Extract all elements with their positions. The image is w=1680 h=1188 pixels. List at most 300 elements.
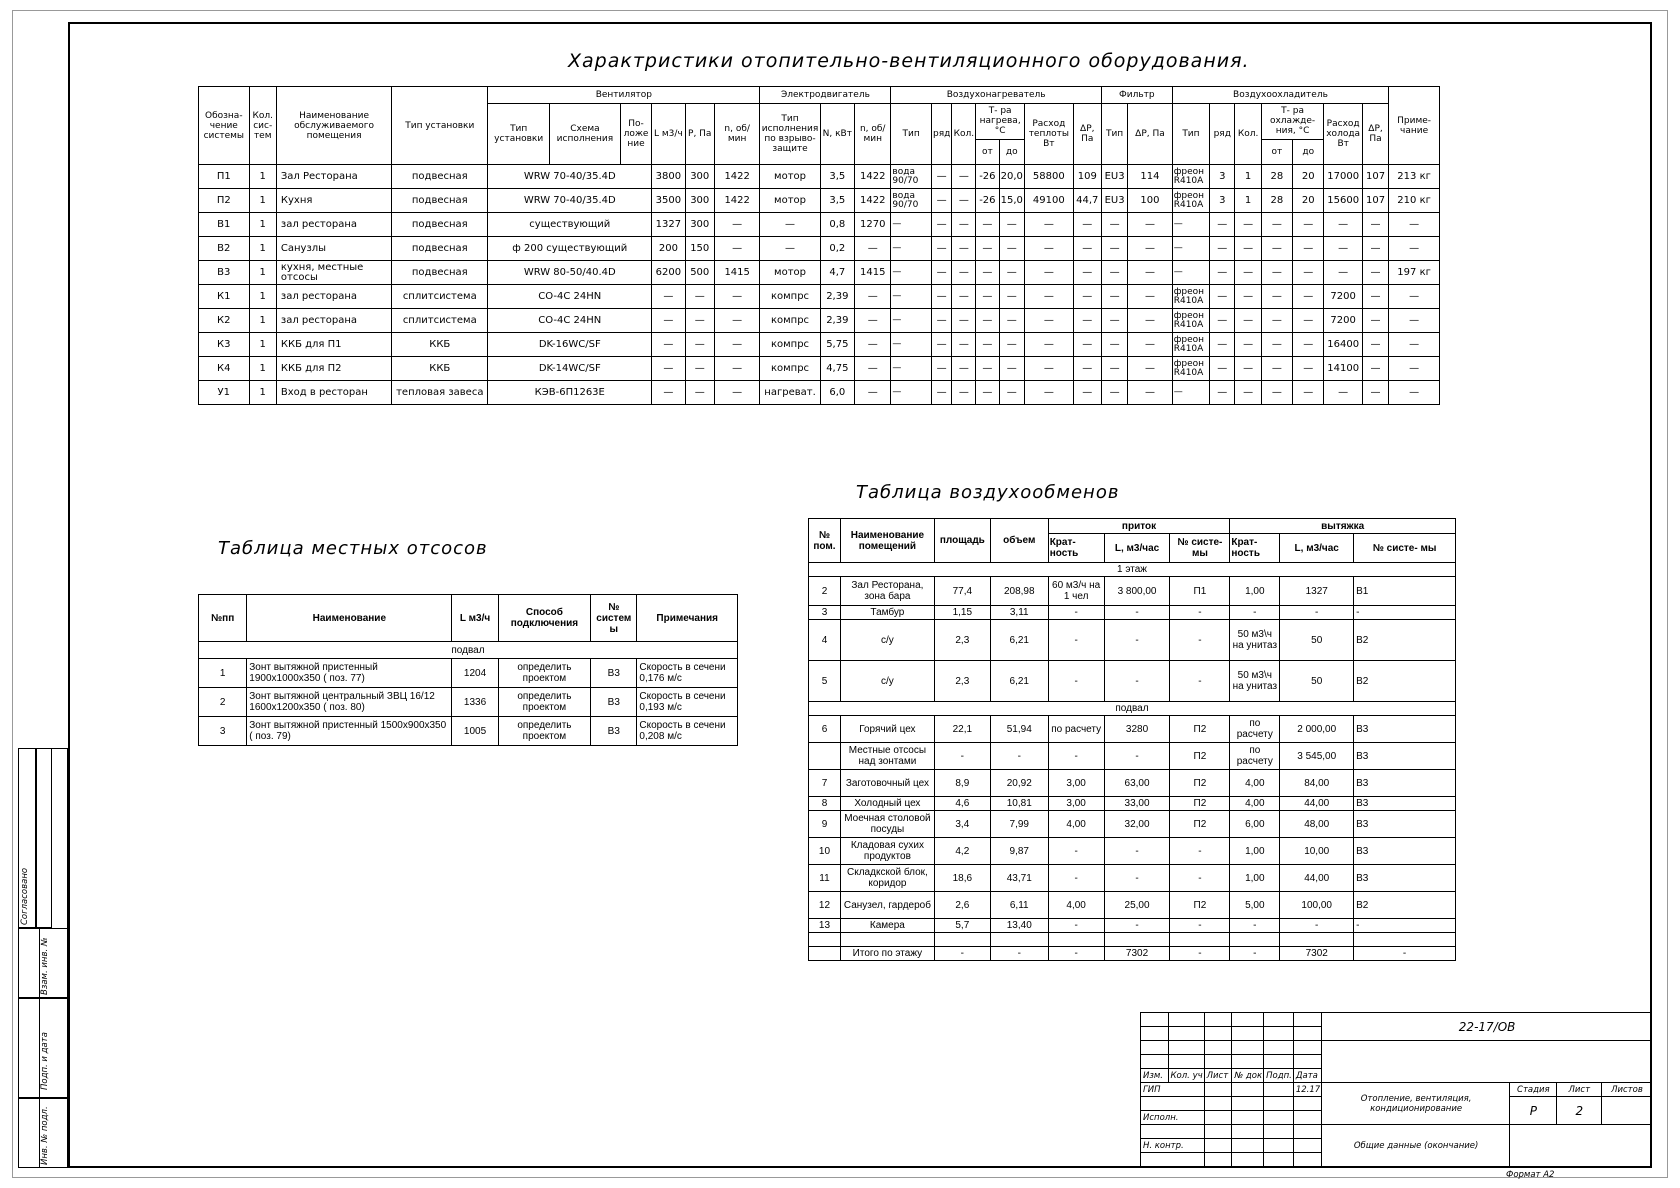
equipment-cell: — — [931, 309, 952, 333]
equipment-cell: 7200 — [1324, 309, 1362, 333]
equipment-cell: — — [1293, 237, 1324, 261]
equipment-cell: — — [891, 381, 931, 405]
equipment-cell: — — [952, 165, 976, 189]
equipment-cell: — — [891, 213, 931, 237]
airx-cell: 11 — [809, 865, 841, 892]
equipment-cell: сплитсистема — [392, 285, 488, 309]
equipment-cell: В3 — [199, 261, 250, 285]
equipment-cell: — — [652, 357, 685, 381]
equipment-cell: 4,7 — [820, 261, 854, 285]
airx-cell: - — [1354, 606, 1456, 620]
airx-row — [809, 811, 1456, 838]
equipment-cell: фреон R410A — [1172, 189, 1209, 213]
airx-cell: Камера — [840, 919, 934, 933]
equipment-cell: — — [1101, 309, 1127, 333]
equipment-cell: 300 — [685, 165, 714, 189]
ax-h-vol: объем — [990, 519, 1048, 563]
exhaust-cell: Зонт вытяжной пристенный 1900х1000х350 ( поз. 77) — [247, 659, 452, 688]
airx-cell: 4,00 — [1048, 892, 1104, 919]
h-c-row: ряд — [1210, 104, 1235, 165]
equipment-cell: — — [1210, 333, 1235, 357]
equipment-cell: — — [714, 357, 760, 381]
h-group-heater: Воздухонагреватель — [891, 87, 1102, 104]
equipment-cell: 200 — [652, 237, 685, 261]
ax-h-exh-l: L, м3/час — [1280, 534, 1354, 563]
equipment-cell: К2 — [199, 309, 250, 333]
airx-cell: В3 — [1354, 811, 1456, 838]
equipment-cell: — — [1025, 333, 1074, 357]
h-group-cooler: Воздухоохладитель — [1172, 87, 1388, 104]
airx-cell: 84,00 — [1280, 770, 1354, 797]
airx-cell: 4,00 — [1048, 811, 1104, 838]
airx-cell: 5,00 — [1230, 892, 1280, 919]
equipment-cell: вода 90/70 — [891, 165, 931, 189]
ax-h-sup-l: L, м3/час — [1104, 534, 1170, 563]
equipment-cell: — — [1172, 213, 1209, 237]
equipment-cell: — — [976, 285, 999, 309]
airx-cell: Местные отсосы над зонтами — [840, 743, 934, 770]
equipment-cell: В2 — [199, 237, 250, 261]
equipment-cell: CO-4C 24HN — [488, 285, 652, 309]
airx-row — [809, 661, 1456, 702]
airx-cell: - — [1104, 865, 1170, 892]
equipment-cell: 107 — [1362, 189, 1388, 213]
airx-cell: 3 545,00 — [1280, 743, 1354, 770]
equipment-cell: — — [1261, 213, 1292, 237]
equipment-cell: — — [931, 237, 952, 261]
equipment-cell: — — [1128, 357, 1173, 381]
equipment-cell: 1 — [249, 189, 276, 213]
h-group-motor: Электродвигатель — [760, 87, 891, 104]
equipment-cell: — — [999, 237, 1025, 261]
equipment-cell: ККБ — [392, 333, 488, 357]
h-c-temp: Т- ра охлажде- ния, °С — [1261, 104, 1324, 140]
equipment-cell: кухня, местные отсосы — [276, 261, 391, 285]
equipment-cell: 14100 — [1324, 357, 1362, 381]
airx-cell: 5,7 — [934, 919, 990, 933]
airx-total-cell: - — [934, 947, 990, 961]
equipment-cell: подвесная — [392, 165, 488, 189]
h-m-type: Тип исполнения по взрыво- защите — [760, 104, 820, 165]
airx-cell: 9,87 — [990, 838, 1048, 865]
equipment-cell: — — [1128, 333, 1173, 357]
equipment-cell: — — [931, 333, 952, 357]
airx-cell: 7 — [809, 770, 841, 797]
exhaust-cell: 1005 — [452, 717, 498, 746]
airx-total-cell: - — [990, 947, 1048, 961]
equipment-cell: — — [1261, 285, 1292, 309]
equipment-cell: — — [999, 381, 1025, 405]
equipment-cell: 6200 — [652, 261, 685, 285]
airx-total-cell: - — [1354, 947, 1456, 961]
agreed-label: Согласовано — [20, 867, 30, 925]
equipment-cell: — — [999, 285, 1025, 309]
equipment-cell: — — [891, 285, 931, 309]
equipment-cell: 6,0 — [820, 381, 854, 405]
equipment-cell: — — [714, 285, 760, 309]
equipment-cell: — — [685, 333, 714, 357]
equipment-cell: 17000 — [1324, 165, 1362, 189]
ax-h-sup-sys: № систе- мы — [1170, 534, 1230, 563]
h-c-from: от — [1261, 139, 1292, 164]
equipment-row — [199, 333, 1440, 357]
h-h-dp: ΔP, Па — [1073, 104, 1101, 165]
equipment-cell: Кухня — [276, 189, 391, 213]
equipment-cell: — — [952, 333, 976, 357]
airx-cell: - — [1048, 865, 1104, 892]
airx-cell: 50 — [1280, 661, 1354, 702]
airx-cell: В1 — [1354, 577, 1456, 606]
equipment-cell: зал ресторана — [276, 213, 391, 237]
airx-cell: 77,4 — [934, 577, 990, 606]
sheets-value — [1601, 1097, 1651, 1125]
airx-cell: Холодный цех — [840, 797, 934, 811]
equipment-cell: 500 — [685, 261, 714, 285]
equipment-cell: — — [976, 333, 999, 357]
equipment-cell: — — [1362, 309, 1388, 333]
equipment-row — [199, 381, 1440, 405]
equipment-cell: 20 — [1293, 189, 1324, 213]
equipment-row — [199, 357, 1440, 381]
airx-cell: - — [1354, 919, 1456, 933]
equipment-cell: 7200 — [1324, 285, 1362, 309]
exhaust-cell: В3 — [591, 717, 637, 746]
airx-cell: 3,00 — [1048, 797, 1104, 811]
airx-row — [809, 716, 1456, 743]
airx-cell: 3280 — [1104, 716, 1170, 743]
airx-cell: - — [1048, 919, 1104, 933]
equipment-cell: — — [1128, 381, 1173, 405]
sheet-no-value: 2 — [1556, 1097, 1601, 1125]
equipment-cell: — — [1324, 261, 1362, 285]
equipment-cell: — — [1293, 213, 1324, 237]
equipment-cell: У1 — [199, 381, 250, 405]
airx-cell: - — [1170, 919, 1230, 933]
equipment-cell: — — [1101, 213, 1127, 237]
equipment-cell: — — [1073, 285, 1101, 309]
equipment-cell: — — [931, 189, 952, 213]
ax-h-area: площадь — [934, 519, 990, 563]
equipment-cell: 58800 — [1025, 165, 1074, 189]
airx-cell: 10,81 — [990, 797, 1048, 811]
equipment-cell: — — [685, 381, 714, 405]
equipment-cell: 1327 — [652, 213, 685, 237]
equipment-cell: — — [1172, 381, 1209, 405]
equipment-rows — [199, 165, 1440, 405]
h-group-filter: Фильтр — [1101, 87, 1172, 104]
airx-cell: П2 — [1170, 797, 1230, 811]
equipment-cell: — — [1235, 285, 1261, 309]
airx-cell: 1,00 — [1230, 865, 1280, 892]
equipment-cell: — — [999, 309, 1025, 333]
ex-h-note: Примечания — [637, 595, 738, 642]
exhaust-cell: В3 — [591, 659, 637, 688]
exhaust-floor — [199, 642, 738, 659]
equipment-cell: — — [1362, 333, 1388, 357]
airx-cell: 10 — [809, 838, 841, 865]
airx-cell: по расчету — [1230, 743, 1280, 770]
stamp-role-isp: Исполн. — [1141, 1111, 1205, 1125]
airx-floor1 — [809, 563, 1456, 577]
equipment-cell: — — [1210, 357, 1235, 381]
airx-cell: 48,00 — [1280, 811, 1354, 838]
airx-cell: 8,9 — [934, 770, 990, 797]
h-c-type: Тип — [1172, 104, 1209, 165]
airx-cell: 4,2 — [934, 838, 990, 865]
h-h-from: от — [976, 139, 999, 164]
equipment-title: Характристики отопительно-вентиляционного оборудования. — [568, 50, 1250, 72]
airx-cell: - — [1048, 661, 1104, 702]
equipment-cell: К4 — [199, 357, 250, 381]
equipment-cell: Зал Ресторана — [276, 165, 391, 189]
airx-cell: 22,1 — [934, 716, 990, 743]
equipment-cell: 300 — [685, 189, 714, 213]
equipment-cell: вода 90/70 — [891, 189, 931, 213]
airx-cell: В2 — [1354, 661, 1456, 702]
airx-cell: с/у — [840, 620, 934, 661]
equipment-cell: — — [976, 357, 999, 381]
airx-cell: В2 — [1354, 620, 1456, 661]
equipment-cell: DK-16WC/SF — [488, 333, 652, 357]
title-block — [1140, 1012, 1652, 1167]
equipment-cell: 0,2 — [820, 237, 854, 261]
equipment-cell: — — [1389, 285, 1440, 309]
equipment-cell: — — [1101, 357, 1127, 381]
exhaust-cell: 3 — [199, 717, 247, 746]
airx-row — [809, 892, 1456, 919]
airx-floor0-label: подвал — [809, 702, 1456, 716]
airx-cell: - — [1170, 620, 1230, 661]
airx-cell: 51,94 — [990, 716, 1048, 743]
stage-value: Р — [1510, 1097, 1557, 1125]
equipment-cell: 3,5 — [820, 165, 854, 189]
exhaust-cell: 1204 — [452, 659, 498, 688]
airx-cell: 44,00 — [1280, 865, 1354, 892]
equipment-cell: существующий — [488, 213, 652, 237]
equipment-cell: — — [1128, 237, 1173, 261]
equipment-cell: 109 — [1073, 165, 1101, 189]
airx-cell: - — [1048, 743, 1104, 770]
equipment-cell: Вход в ресторан — [276, 381, 391, 405]
equipment-cell: ф 200 существующий — [488, 237, 652, 261]
equipment-cell: — — [976, 381, 999, 405]
airx-cell: - — [1104, 919, 1170, 933]
equipment-cell: фреон R410A — [1172, 357, 1209, 381]
airx-cell: 60 м3/ч на 1 чел — [1048, 577, 1104, 606]
equipment-row — [199, 237, 1440, 261]
equipment-cell: — — [952, 213, 976, 237]
h-m-n: N, кВт — [820, 104, 854, 165]
airx-cell: 1,00 — [1230, 838, 1280, 865]
airx-cell: 1327 — [1280, 577, 1354, 606]
equipment-cell: 1 — [249, 285, 276, 309]
h-f-l: L м3/ч — [652, 104, 685, 165]
ex-h-conn: Способ подключения — [498, 595, 591, 642]
airx-cell: 4,00 — [1230, 770, 1280, 797]
sheet-label: Лист — [1556, 1083, 1601, 1097]
equipment-cell: -26 — [976, 189, 999, 213]
airx-title: Таблица воздухообменов — [856, 482, 1120, 503]
equipment-row — [199, 261, 1440, 285]
stamp-role-nkontr: Н. контр. — [1141, 1139, 1205, 1153]
equipment-cell: — — [714, 237, 760, 261]
equipment-cell: 1 — [249, 165, 276, 189]
equipment-cell: — — [931, 285, 952, 309]
equipment-cell: 20 — [1293, 165, 1324, 189]
equipment-row — [199, 213, 1440, 237]
airx-total-cell: Итого по этажу — [840, 947, 934, 961]
h-m-rpm: n, об/мин — [855, 104, 891, 165]
airx-cell: 8 — [809, 797, 841, 811]
airx-cell: 3,00 — [1048, 770, 1104, 797]
airx-cell: - — [1104, 606, 1170, 620]
equipment-cell: — — [1362, 237, 1388, 261]
format-label: Формат А2 — [1506, 1170, 1555, 1180]
airx-total-cell: - — [1230, 947, 1280, 961]
airx-cell: 6 — [809, 716, 841, 743]
h-c-qty: Кол. — [1235, 104, 1261, 165]
equipment-cell: — — [1101, 381, 1127, 405]
equipment-cell: 28 — [1261, 165, 1292, 189]
equipment-cell: 1422 — [714, 165, 760, 189]
equipment-cell: — — [1235, 381, 1261, 405]
airx-total-cell: - — [1170, 947, 1230, 961]
exhaust-cell: Скорость в сечени 0,208 м/с — [637, 717, 738, 746]
stamp-list: Лист — [1204, 1069, 1232, 1083]
equipment-cell: компрс — [760, 285, 820, 309]
equipment-cell: ККБ для П2 — [276, 357, 391, 381]
equipment-cell: — — [931, 357, 952, 381]
equipment-cell: — — [652, 333, 685, 357]
airx-row — [809, 620, 1456, 661]
equipment-cell: — — [1073, 237, 1101, 261]
airx-cell: 1,15 — [934, 606, 990, 620]
equipment-cell: зал ресторана — [276, 309, 391, 333]
equipment-cell: — — [891, 357, 931, 381]
equipment-cell: 2,39 — [820, 309, 854, 333]
sheet-code: 22-17/ОВ — [1322, 1013, 1652, 1041]
equipment-cell: — — [999, 333, 1025, 357]
equipment-cell: — — [1025, 261, 1074, 285]
airx-cell: 7,99 — [990, 811, 1048, 838]
equipment-cell: — — [1293, 309, 1324, 333]
equipment-cell: — — [1235, 237, 1261, 261]
equipment-cell: 0,8 — [820, 213, 854, 237]
stamp-date-gip: 12.17 — [1293, 1083, 1321, 1097]
ax-h-sup-rate: Крат- ность — [1048, 534, 1104, 563]
equipment-cell: — — [1073, 309, 1101, 333]
h-c-dp: ΔP, Па — [1362, 104, 1388, 165]
airx-cell: Зал Ресторана, зона бара — [840, 577, 934, 606]
equipment-cell: — — [1261, 309, 1292, 333]
equipment-cell: — — [1101, 333, 1127, 357]
exhaust-cell: Скорость в сечени 0,176 м/с — [637, 659, 738, 688]
equipment-cell: — — [1293, 381, 1324, 405]
equipment-cell: — — [1025, 237, 1074, 261]
equipment-cell: — — [1293, 285, 1324, 309]
equipment-row — [199, 189, 1440, 213]
equipment-cell: — — [1389, 237, 1440, 261]
airx-cell: 6,11 — [990, 892, 1048, 919]
equipment-cell: 20,0 — [999, 165, 1025, 189]
equipment-cell: EU3 — [1101, 165, 1127, 189]
equipment-cell: 1270 — [855, 213, 891, 237]
equipment-cell: — — [1261, 261, 1292, 285]
equipment-cell: — — [1025, 381, 1074, 405]
airx-cell: Заготовочный цех — [840, 770, 934, 797]
airx-cell: П2 — [1170, 716, 1230, 743]
equipment-cell: — — [855, 309, 891, 333]
airx-cell: 25,00 — [1104, 892, 1170, 919]
equipment-cell: — — [891, 309, 931, 333]
equipment-cell: 28 — [1261, 189, 1292, 213]
equipment-cell: мотор — [760, 261, 820, 285]
airx-cell: - — [1280, 606, 1354, 620]
exhaust-cell: 1336 — [452, 688, 498, 717]
equipment-cell: — — [976, 213, 999, 237]
equipment-cell: 1 — [1235, 189, 1261, 213]
equipment-cell: П1 — [199, 165, 250, 189]
airx-cell: по расчету — [1230, 716, 1280, 743]
airx-cell: - — [1230, 919, 1280, 933]
h-h-temp: Т- ра нагрева, °С — [976, 104, 1025, 140]
airx-cell: - — [1104, 620, 1170, 661]
equipment-cell: 3 — [1210, 165, 1235, 189]
exhaust-row — [199, 659, 738, 688]
airx-cell: - — [934, 743, 990, 770]
equipment-cell: 16400 — [1324, 333, 1362, 357]
equipment-cell: — — [760, 237, 820, 261]
equipment-cell: — — [1210, 237, 1235, 261]
equipment-cell: К1 — [199, 285, 250, 309]
airx-row — [809, 770, 1456, 797]
equipment-cell: тепловая завеса — [392, 381, 488, 405]
airx-cell: 6,21 — [990, 661, 1048, 702]
equipment-row — [199, 285, 1440, 309]
exhaust-rows — [199, 642, 738, 746]
equipment-cell: нагреват. — [760, 381, 820, 405]
airx-cell: 4,00 — [1230, 797, 1280, 811]
airx-cell: П2 — [1170, 770, 1230, 797]
exhaust-cell: 1 — [199, 659, 247, 688]
airx-cell: 3 800,00 — [1104, 577, 1170, 606]
airx-cell: - — [1048, 606, 1104, 620]
equipment-cell: 1422 — [855, 165, 891, 189]
equipment-cell: — — [1324, 381, 1362, 405]
airx-cell: 4,6 — [934, 797, 990, 811]
airx-floor0 — [809, 702, 1456, 716]
airx-cell: 2 000,00 — [1280, 716, 1354, 743]
equipment-cell: WRW 70-40/35.4D — [488, 165, 652, 189]
airx-cell: Кладовая сухих продуктов — [840, 838, 934, 865]
equipment-cell: 3500 — [652, 189, 685, 213]
equipment-cell: — — [1389, 357, 1440, 381]
equipment-cell: — — [1073, 213, 1101, 237]
equipment-cell: 5,75 — [820, 333, 854, 357]
equipment-cell: — — [714, 309, 760, 333]
equipment-cell: CO-4C 24HN — [488, 309, 652, 333]
airx-rows — [809, 563, 1456, 961]
equipment-cell: подвесная — [392, 261, 488, 285]
equipment-cell: — — [891, 333, 931, 357]
airx-cell: Горячий цех — [840, 716, 934, 743]
h-h-to: до — [999, 139, 1025, 164]
airx-cell: - — [1104, 661, 1170, 702]
replace-inv-label: Взам. инв. № — [40, 937, 50, 995]
equipment-cell: — — [931, 381, 952, 405]
h-f-scheme: Схема исполнения — [550, 104, 621, 165]
airx-cell: В3 — [1354, 797, 1456, 811]
